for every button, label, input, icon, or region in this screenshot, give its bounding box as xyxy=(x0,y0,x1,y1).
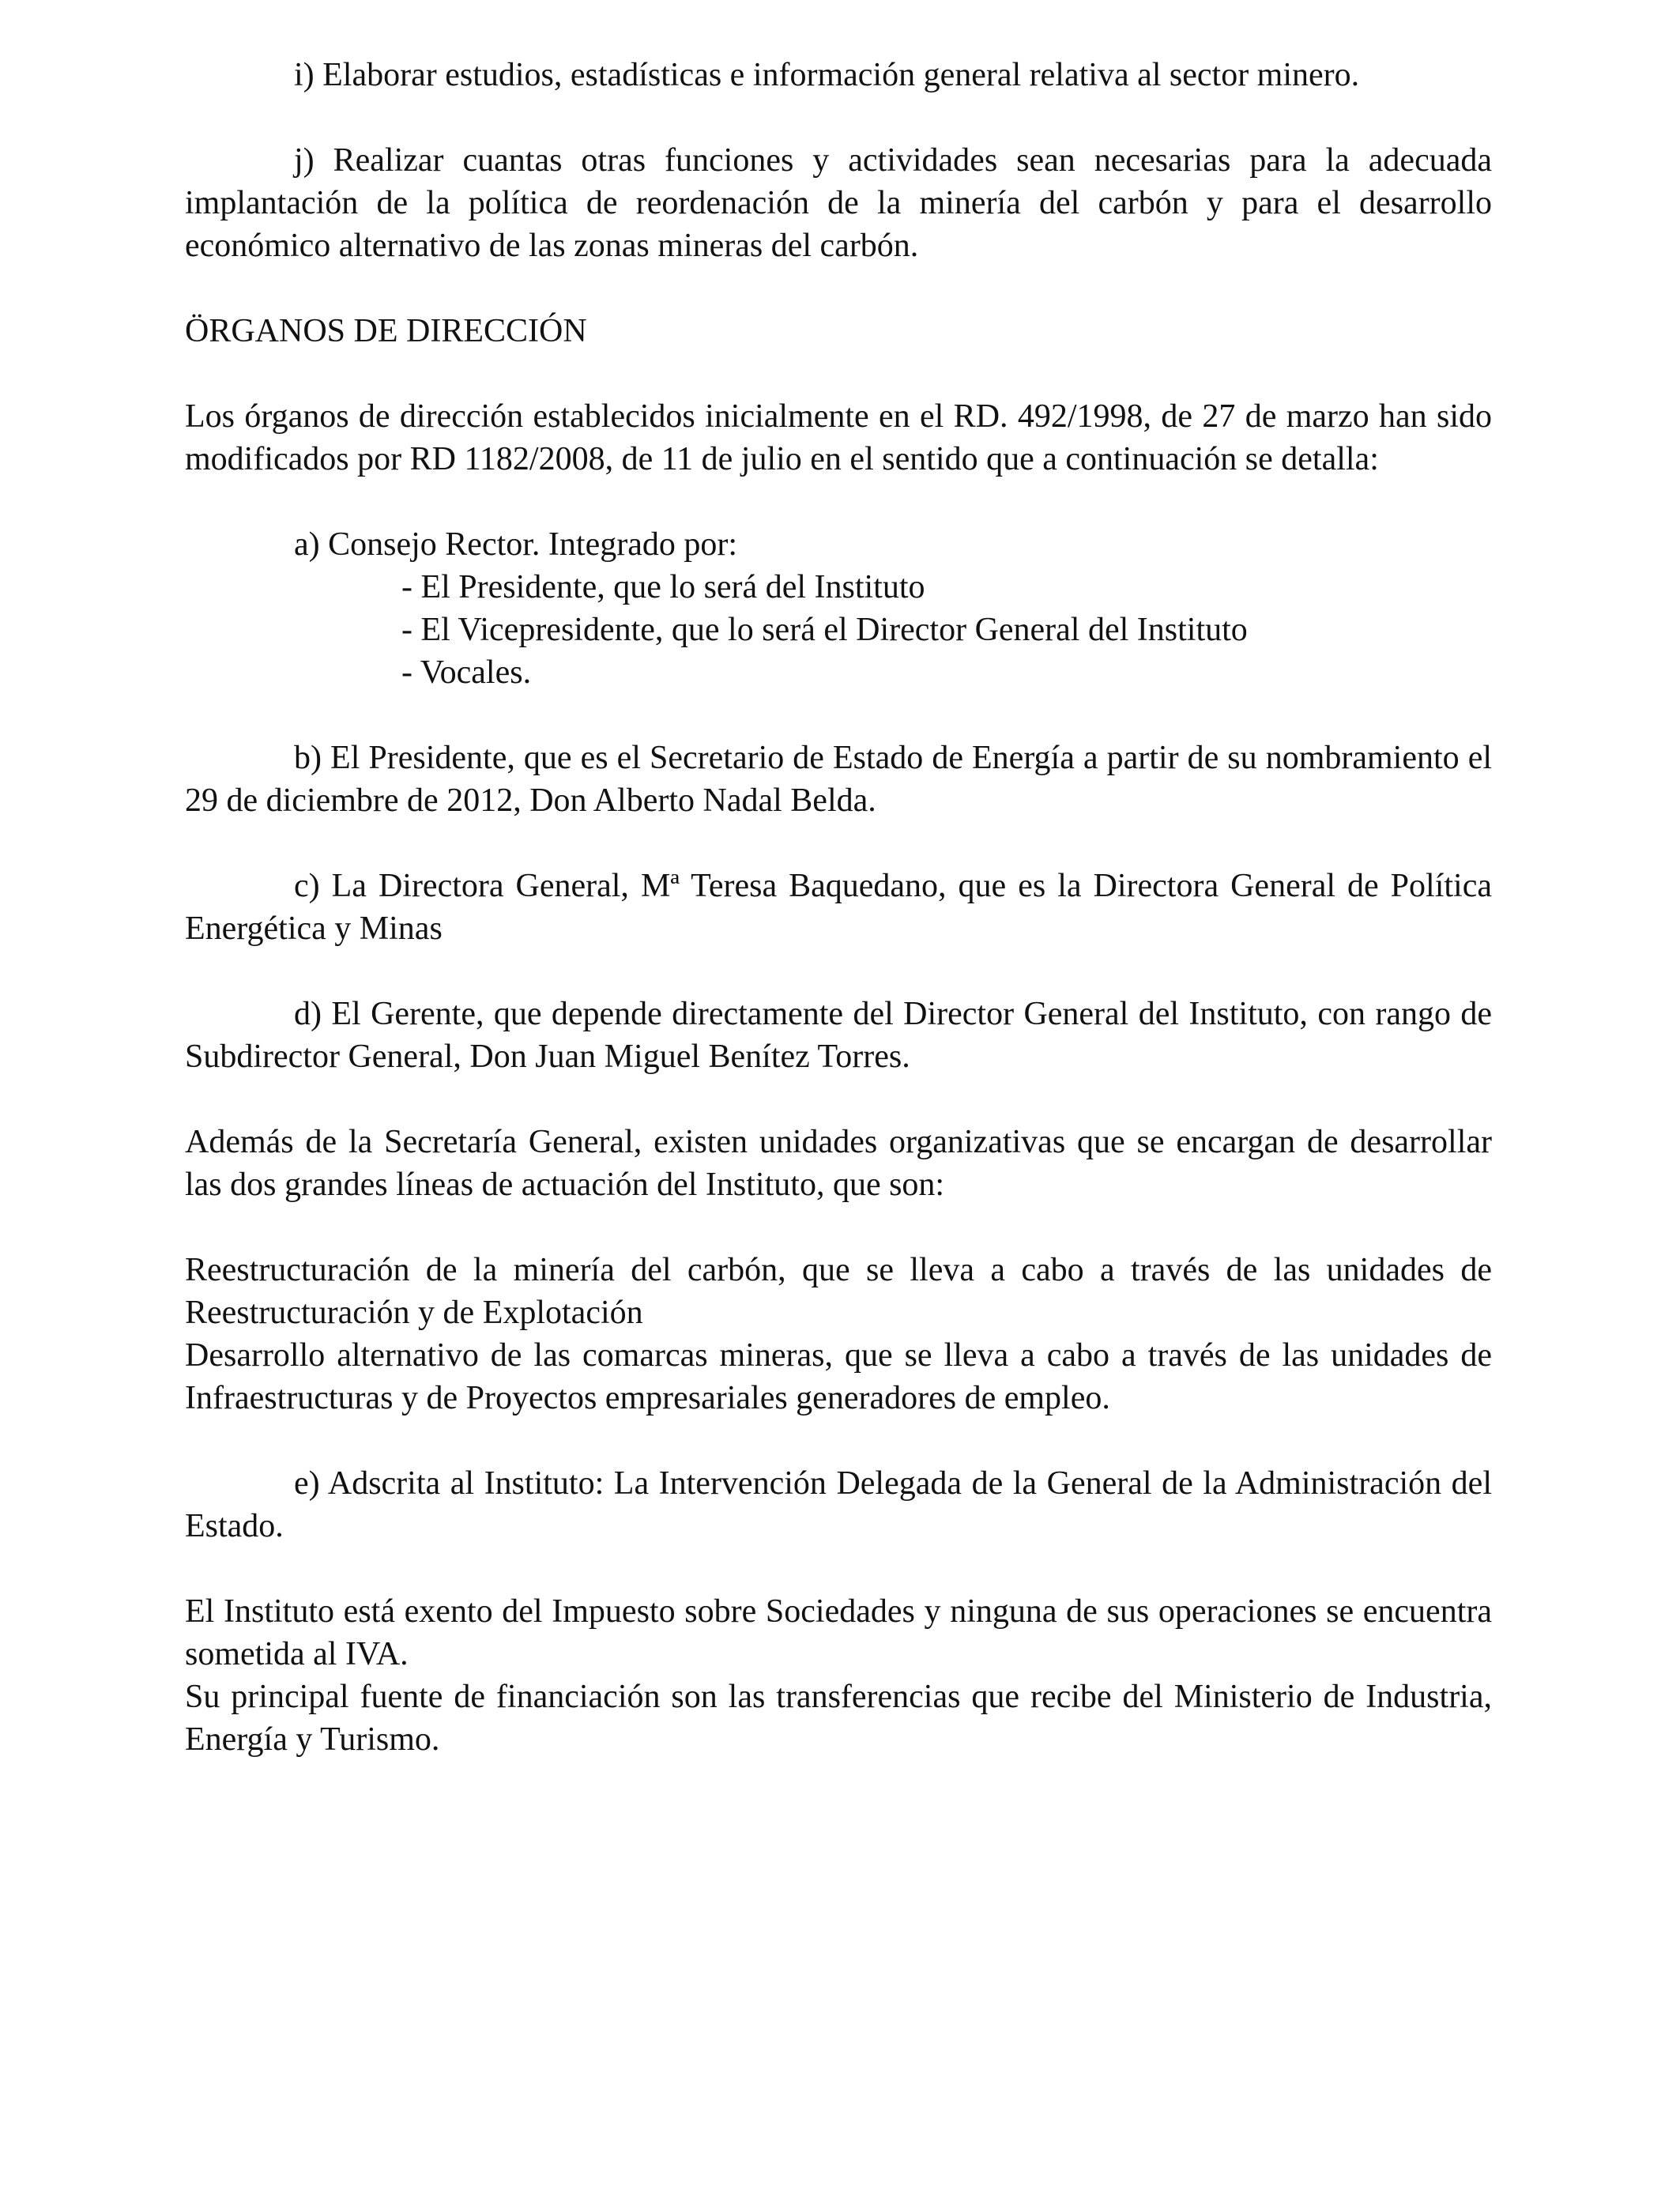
intro-paragraph: Los órganos de dirección establecidos inicialmente en el RD. 492/1998, de 27 de marzo han sido modificados por RD 1182/2008, de 11 de julio en el sentido que a continuación se detalla: xyxy=(185,398,1492,477)
item-c: c) La Directora General, Mª Teresa Baquedano, que es la Directora General de Política Energética y Minas xyxy=(185,868,1492,947)
development-line: Desarrollo alternativo de las comarcas mineras, que se lleva a cabo a través de las unidades de Infraestructuras y de Proyectos empresariales generadores de empleo. xyxy=(185,1337,1492,1416)
units-intro-paragraph: Además de la Secretaría General, existen unidades organizativas que se encargan de desarrollar las dos grandes líneas de actuación del Instituto, que son: xyxy=(185,1124,1492,1203)
restructuring-line: Reestructuración de la minería del carbón, que se lleva a cabo a través de las unidades de Reestructuración y de Explotación xyxy=(185,1252,1492,1331)
paragraph-j: j) Realizar cuantas otras funciones y actividades sean necesarias para la adecuada implantación de la política de reordenación de la minería del carbón y para el desarrollo económico alternativo de las zonas mineras del carbón. xyxy=(185,142,1492,264)
tax-paragraph: El Instituto está exento del Impuesto sobre Sociedades y ninguna de sus operaciones se encuentra sometida al IVA. xyxy=(185,1593,1492,1672)
funding-paragraph: Su principal fuente de financiación son las transferencias que recibe del Ministerio de Industria, Energía y Turismo. xyxy=(185,1679,1492,1758)
section-heading: ÖRGANOS DE DIRECCIÓN xyxy=(185,313,587,349)
item-d: d) El Gerente, que depende directamente del Director General del Instituto, con rango de Subdirector General, Don Juan Miguel Benítez Torres. xyxy=(185,996,1492,1075)
document-body xyxy=(185,54,1492,1761)
item-e: e) Adscrita al Instituto: La Intervención Delegada de la General de la Administración del Estado. xyxy=(185,1465,1492,1544)
item-b: b) El Presidente, que es el Secretario de Estado de Energía a partir de su nombramiento el 29 de diciembre de 2012, Don Alberto Nadal Belda. xyxy=(185,740,1492,819)
item-a-member: - El Presidente, que lo será del Instituto xyxy=(401,569,925,605)
item-a-member: - Vocales. xyxy=(401,654,532,691)
item-a-member: - El Vicepresidente, que lo será el Director General del Instituto xyxy=(401,612,1248,648)
item-a: a) Consejo Rector. Integrado por: xyxy=(294,526,738,563)
paragraph-i: i) Elaborar estudios, estadísticas e información general relativa al sector minero. xyxy=(294,57,1360,93)
